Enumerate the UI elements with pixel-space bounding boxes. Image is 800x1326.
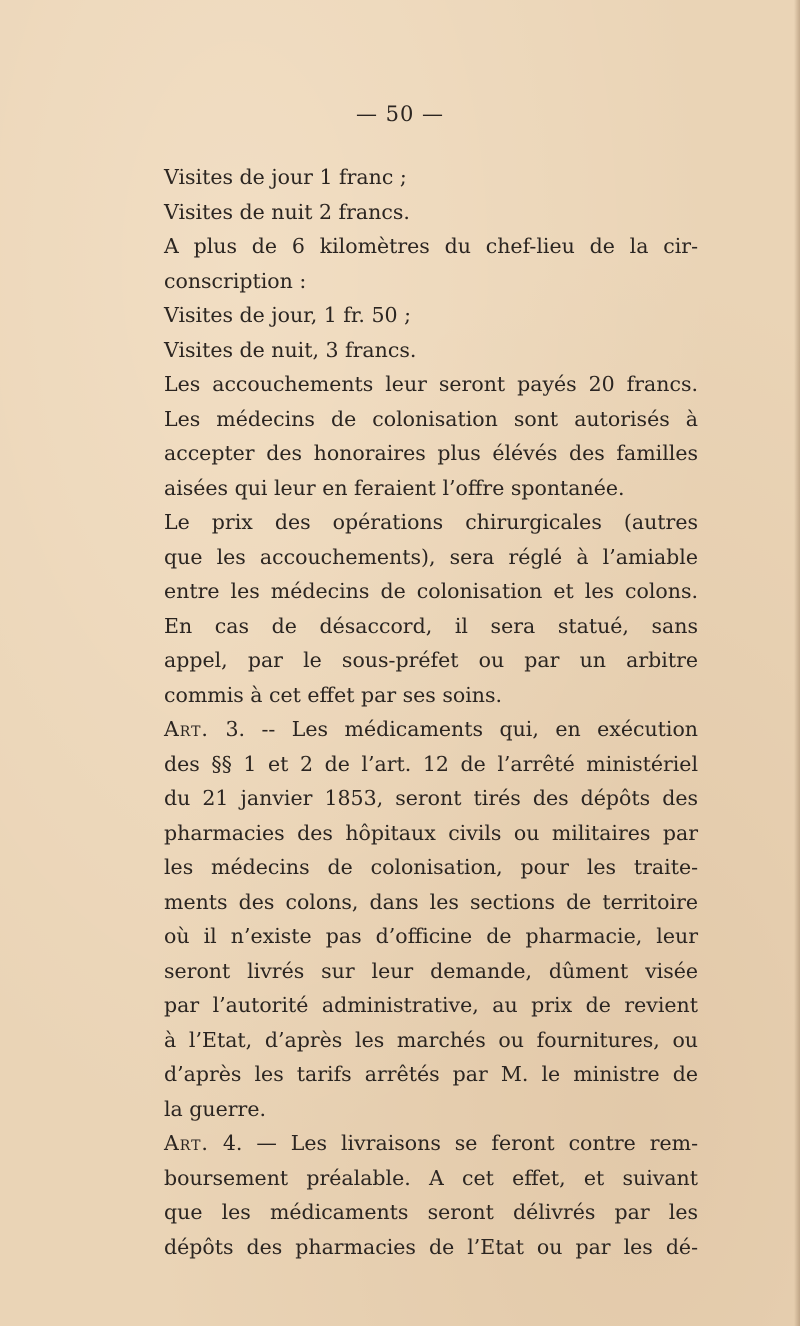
- article-label: Art.: [164, 1131, 209, 1155]
- text-line: boursement préalable. A cet effet, et suivant: [164, 1165, 698, 1190]
- text-line: Le prix des opérations chirurgicales (autres: [164, 510, 698, 534]
- text-line: Art. 3. -- Les médicaments qui, en exécution: [164, 717, 698, 741]
- text-line: aisées qui leur en feraient l’offre spontanée.: [164, 475, 625, 500]
- text-line: que les médicaments seront délivrés par les: [164, 1200, 698, 1224]
- text-line: du 21 janvier 1853, seront tirés des dépôts des: [164, 786, 698, 810]
- text-line: Art. 4. — Les livraisons se feront contre rem-: [164, 1131, 698, 1155]
- text-line: Les médecins de colonisation sont autorisés à: [164, 406, 698, 431]
- text-line: Visites de nuit 2 francs.: [164, 199, 410, 224]
- text-line: Les accouchements leur seront payés 20 francs.: [164, 372, 698, 396]
- text-line: pharmacies des hôpitaux civils ou militaires par: [164, 820, 698, 845]
- text-line: A plus de 6 kilomètres du chef-lieu de la cir-: [164, 234, 698, 258]
- text-line: les médecins de colonisation, pour les traite-: [164, 855, 698, 879]
- text-line: entre les médecins de colonisation et les colons.: [164, 579, 698, 603]
- text-line: commis à cet effet par ses soins.: [164, 682, 502, 707]
- text-line: En cas de désaccord, il sera statué, sans: [164, 613, 698, 638]
- text-line: la guerre.: [164, 1096, 266, 1121]
- page-edge-shadow: [794, 0, 800, 1326]
- article-label: Art.: [164, 717, 209, 741]
- text-line: des §§ 1 et 2 de l’art. 12 de l’arrêté ministériel: [164, 751, 698, 776]
- body-text: [164, 160, 698, 1264]
- text-line: Visites de nuit, 3 francs.: [164, 337, 417, 362]
- text-line: par l’autorité administrative, au prix de revient: [164, 993, 698, 1017]
- page-number: — 50 —: [355, 102, 445, 126]
- text-line: Visites de jour 1 franc ;: [164, 165, 407, 189]
- text-line: que les accouchements), sera réglé à l’amiable: [164, 544, 698, 569]
- text-line: accepter des honoraires plus élévés des familles: [164, 441, 698, 465]
- text-line: où il n’existe pas d’officine de pharmacie, leur: [164, 924, 698, 948]
- text-line: d’après les tarifs arrêtés par M. le ministre de: [164, 1062, 698, 1086]
- text-line: ments des colons, dans les sections de territoire: [164, 889, 698, 914]
- text-line: conscription :: [164, 268, 307, 293]
- text-line: à l’Etat, d’après les marchés ou fournitures, ou: [164, 1027, 698, 1052]
- text-line: dépôts des pharmacies de l’Etat ou par les dé-: [164, 1234, 698, 1259]
- text-line: Visites de jour, 1 fr. 50 ;: [164, 303, 411, 327]
- text-line: seront livrés sur leur demande, dûment visée: [164, 958, 698, 983]
- text-line: appel, par le sous-préfet ou par un arbitre: [164, 648, 698, 672]
